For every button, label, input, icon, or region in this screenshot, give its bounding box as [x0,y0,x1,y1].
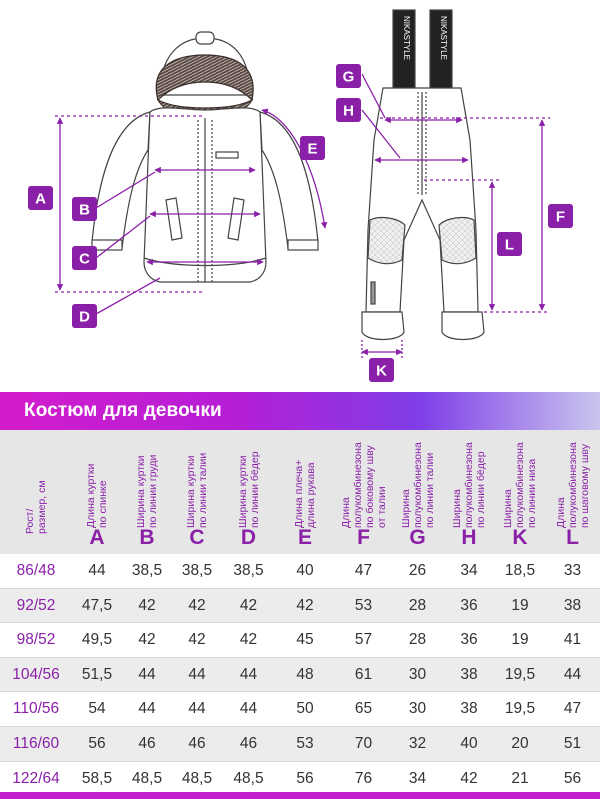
value-cell: 38 [563,596,582,614]
title-banner [0,392,600,430]
svg-text:H: H [343,102,354,120]
value-cell: 42 [460,769,478,787]
svg-text:C: C [79,250,90,268]
header-text: Длина полукомбинезона по шаговому шву [554,442,591,528]
header-col-0 [0,430,72,554]
value-cell: 19 [511,596,529,614]
value-cell: 48,5 [181,769,213,787]
label-l [497,232,522,256]
value-cell: 30 [408,665,427,683]
size-cell: 110/56 [12,700,60,718]
svg-text:G: G [342,68,355,86]
header-text: Длина куртки по спинке [85,463,109,528]
value-cell: 42 [188,631,206,649]
value-cell: 21 [511,769,529,787]
header-letter: G [409,526,426,549]
value-cell: 70 [354,734,373,752]
value-cell: 33 [563,562,582,579]
header-text: Ширина куртки по линии груди [135,454,159,528]
value-cell: 48,5 [233,769,264,787]
value-cell: 42 [239,596,258,614]
bottom-accent-bar [0,792,600,799]
value-cell: 50 [296,700,314,718]
value-cell: 61 [354,665,373,683]
table-title: Костюм для девочки [24,400,222,421]
value-cell: 36 [460,631,478,649]
value-cell: 56 [88,734,106,752]
svg-text:A: A [35,190,46,208]
label-c [72,246,97,270]
label-g [336,64,361,88]
value-cell: 48 [296,665,314,683]
value-cell: 18,5 [504,562,536,579]
header-text: Длина полукомбинезона по боковому шву от талии [339,442,388,528]
size-table-body [0,554,600,796]
value-cell: 38,5 [131,562,163,579]
header-col-1 [72,430,122,554]
header-letter: D [240,526,257,549]
value-cell: 53 [296,734,314,752]
label-k [369,358,394,382]
svg-text:B: B [79,201,90,219]
value-cell: 19 [511,631,529,649]
header-letter: H [461,526,477,549]
label-b [72,197,97,221]
table-header [0,430,600,554]
header-text: Ширина полукомбинезона по линии талии [399,442,436,528]
size-diagram [0,0,600,392]
header-letter: F [357,526,370,549]
table-row [0,589,600,624]
label-d [72,304,97,328]
value-cell: 38,5 [181,562,213,579]
header-letter: C [189,526,205,549]
value-cell: 44 [563,665,582,683]
svg-text:L: L [504,236,515,254]
value-cell: 53 [354,596,373,614]
size-cell: 92/52 [16,596,56,614]
table-row [0,692,600,727]
svg-text:NIKASTYLE: NIKASTYLE [439,16,448,61]
value-cell: 45 [296,631,314,649]
value-cell: 42 [296,596,314,614]
header-letter: A [89,526,105,549]
value-cell: 56 [296,769,314,787]
value-cell: 42 [239,631,258,649]
value-cell: 38 [460,665,478,683]
value-cell: 44 [239,700,258,718]
overalls-drawing [362,10,484,340]
value-cell: 47 [563,700,582,718]
label-a [28,186,53,210]
value-cell: 32 [408,734,427,752]
value-cell: 76 [354,769,373,787]
header-col-10 [545,430,600,554]
value-cell: 47,5 [81,596,113,614]
svg-text:K: K [376,362,387,380]
value-cell: 44 [188,665,206,683]
size-cell: 86/48 [16,562,56,579]
label-h [336,98,361,122]
jacket-drawing [92,32,318,282]
value-cell: 38 [460,700,478,718]
size-cell: 104/56 [12,665,60,683]
value-cell: 38,5 [233,562,264,579]
table-row [0,727,600,762]
value-cell: 65 [354,700,373,718]
table-row [0,762,600,797]
value-cell: 46 [138,734,156,752]
value-cell: 41 [563,631,582,649]
value-cell: 46 [188,734,206,752]
value-cell: 48,5 [131,769,163,787]
value-cell: 19,5 [504,665,536,683]
header-col-4 [222,430,275,554]
label-f [548,204,573,228]
value-cell: 44 [138,665,156,683]
value-cell: 20 [511,734,529,752]
value-cell: 40 [296,562,314,579]
value-cell: 34 [460,562,478,579]
value-cell: 51,5 [81,665,113,683]
value-cell: 19,5 [504,700,536,718]
header-col-9 [495,430,545,554]
svg-text:NIKASTYLE: NIKASTYLE [402,16,411,61]
header-letter: E [297,526,312,549]
header-col-2 [122,430,172,554]
value-cell: 58,5 [81,769,113,787]
value-cell: 34 [408,769,427,787]
value-cell: 54 [88,700,106,718]
header-col-6 [335,430,392,554]
value-cell: 49,5 [81,631,113,649]
table-row [0,658,600,693]
value-cell: 44 [239,665,258,683]
value-cell: 28 [408,596,427,614]
table-row [0,623,600,658]
value-cell: 26 [408,562,427,579]
value-cell: 51 [563,734,582,752]
header-text: Ширина полукомбинезона по линии низа [502,442,538,528]
header-letter: K [512,526,528,549]
value-cell: 42 [138,596,156,614]
value-cell: 30 [408,700,427,718]
label-e [300,136,325,160]
value-cell: 36 [460,596,478,614]
value-cell: 40 [460,734,478,752]
header-letter: B [139,526,155,549]
value-cell: 42 [188,596,206,614]
header-col-8 [443,430,495,554]
value-cell: 44 [88,562,106,579]
value-cell: 44 [138,700,156,718]
header-col-5 [275,430,335,554]
header-text: Длина плеча+ длина рукава [293,459,317,528]
size-cell: 98/52 [16,631,56,649]
value-cell: 42 [138,631,156,649]
header-col-7 [392,430,443,554]
value-cell: 44 [188,700,206,718]
value-cell: 56 [563,769,582,787]
value-cell: 28 [408,631,427,649]
header-text: Ширина куртки по линии талии [185,452,209,528]
header-col-3 [172,430,222,554]
header-text: Рост/ размер, см [24,480,48,534]
size-cell: 116/60 [12,734,60,752]
table-row [0,554,600,589]
size-cell: 122/64 [12,769,60,787]
header-text: Ширина куртки по линии бёдер [236,451,261,528]
header-text: Ширина полукомбинезона по линии бёдер [451,442,487,528]
value-cell: 46 [239,734,258,752]
header-letter: L [566,526,579,549]
value-cell: 47 [354,562,373,579]
svg-text:F: F [555,208,566,226]
svg-text:E: E [307,140,318,158]
value-cell: 57 [354,631,373,649]
svg-text:D: D [79,308,90,326]
